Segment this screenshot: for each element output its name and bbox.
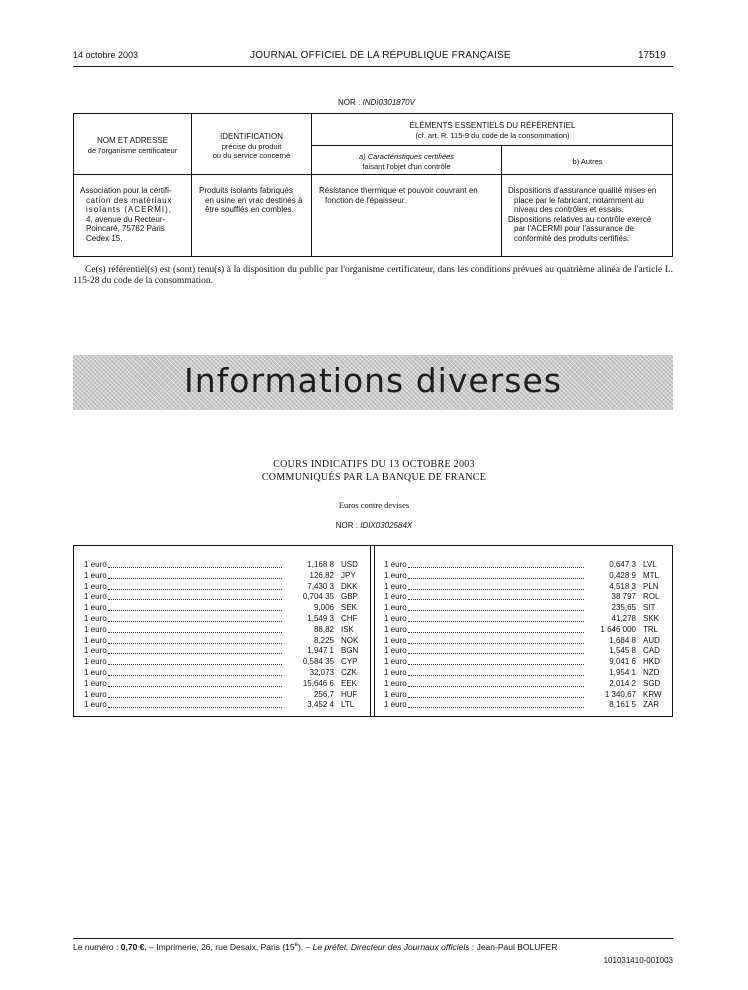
rate-row [84, 636, 364, 647]
currency-code: HKD [643, 657, 660, 667]
currency-code: LTL [341, 700, 355, 710]
text-line: Produits isolants fabriqués [199, 186, 293, 195]
rate-value: 1,684 8 [609, 635, 636, 645]
dot-leader [408, 643, 584, 644]
rate-value: 1,168 8 [307, 560, 334, 569]
currency-code: LVL [643, 560, 657, 569]
currency-code: CHF [341, 613, 358, 623]
dot-leader [108, 643, 282, 644]
dot-leader [108, 610, 282, 611]
currency-code: EEK [341, 678, 358, 688]
rate-label: 1 euro [84, 667, 107, 677]
currency-code: BGN [341, 646, 359, 656]
currency-code: ZAR [643, 700, 659, 710]
page-number: 17519 [638, 50, 666, 61]
rate-label: 1 euro [84, 689, 107, 699]
currency-code: SKK [643, 613, 660, 623]
rate-row [384, 657, 666, 668]
currency-code: CZK [341, 667, 357, 677]
rate-row [84, 625, 364, 636]
cours-title-line1: COURS INDICATIFS DU 13 OCTOBRE 2003 [273, 459, 475, 470]
rate-row [84, 614, 364, 625]
dot-leader [108, 578, 282, 579]
rate-label: 1 euro [384, 646, 407, 656]
rate-value: 0,704 35 [302, 592, 334, 602]
dot-leader [408, 632, 584, 633]
rate-value: 2,014 2 [609, 678, 636, 688]
rate-row [84, 560, 364, 571]
col-header-elements [312, 121, 673, 140]
rate-label: 1 euro [384, 689, 407, 699]
cours-title-line2: COMMUNIQUÉS PAR LA BANQUE DE FRANCE [261, 472, 487, 483]
footer-printer-sup: e [294, 942, 298, 949]
rate-label: 1 euro [84, 592, 107, 602]
footer-name: : Jean-Paul BOLUFER [471, 942, 558, 952]
header-line: (cf. art. R. 115-9 du code de la consommation) [415, 130, 570, 140]
rate-label: 1 euro [384, 581, 407, 591]
dot-leader [108, 697, 282, 698]
rate-value: 88,82 [313, 624, 334, 634]
rate-label: 1 euro [84, 613, 107, 623]
journal-title: JOURNAL OFFICIEL DE LA RÉPUBLIQUE FRANÇAISE [250, 50, 511, 61]
nor-code: IDIX0302584X [360, 521, 413, 530]
table-divider [311, 145, 673, 146]
dot-leader [408, 578, 584, 579]
rate-row [384, 625, 666, 636]
currency-code: HUF [341, 689, 358, 699]
footer-code: 101031410-001003 [603, 956, 673, 965]
rate-value: 126,82 [309, 570, 334, 580]
rate-label: 1 euro [84, 581, 107, 591]
rate-label: 1 euro [384, 603, 407, 613]
currency-code: GBP [341, 592, 358, 602]
rate-value: 32,073 [309, 667, 334, 677]
rate-row [384, 592, 666, 603]
rate-value: 8,161 5 [609, 700, 636, 710]
text-line: Dispositions relatives au contrôle exercé [508, 214, 652, 224]
dot-leader [408, 707, 584, 708]
text-line: par l'ACERMI pour l'assurance de [514, 224, 634, 233]
rate-row [384, 646, 666, 657]
header-line: IDENTIFICATION [220, 132, 283, 141]
rate-value: 0,647 3 [609, 560, 636, 569]
section-banner-title: Informations diverses [184, 361, 562, 400]
rate-label: 1 euro [384, 592, 407, 602]
table-divider [311, 174, 673, 175]
text-line: Cedex 15. [86, 233, 123, 243]
footer-price: 0,70 €. [120, 942, 147, 952]
currency-code: NZD [643, 667, 660, 677]
currency-code: USD [341, 560, 358, 569]
subheader-caracteristiques [312, 152, 501, 171]
nor-code: INDI0301870V [362, 98, 415, 107]
currency-code: CYP [341, 657, 358, 667]
rate-label: 1 euro [384, 635, 407, 645]
col-header-identification [192, 132, 311, 161]
rate-value: 38 797 [611, 592, 636, 602]
rate-value: 235,65 [611, 603, 636, 613]
dot-leader [108, 686, 282, 687]
dot-leader [108, 675, 282, 676]
header-date: 14 octobre 2003 [73, 50, 139, 60]
rate-row [384, 636, 666, 647]
rate-row [84, 603, 364, 614]
dot-leader [108, 707, 282, 708]
rate-label: 1 euro [84, 678, 107, 688]
header-line: NOM ET ADRESSE [97, 136, 168, 145]
nor-reference-top [338, 98, 415, 107]
rate-value: 1,954 1 [609, 667, 636, 677]
text-line: Résistance thermique et pouvoir couvrant en [319, 186, 478, 195]
text-line: niveau des contrôles et essais. [514, 205, 624, 214]
dot-leader [408, 621, 584, 622]
col-header-organisme [74, 136, 191, 155]
currency-code: AUD [643, 635, 660, 645]
header-line: ou du service concerné [212, 151, 291, 160]
dot-leader [408, 610, 584, 611]
cell-caracteristiques [319, 186, 499, 205]
text-line: en usine en vrac destinés à [205, 195, 303, 205]
rate-row [384, 679, 666, 690]
dot-leader [108, 599, 282, 600]
text-line: isolants (ACERMI), [86, 205, 173, 214]
rate-label: 1 euro [84, 624, 107, 634]
rate-row [84, 571, 364, 582]
dot-leader [408, 599, 584, 600]
table-double-divider [370, 546, 375, 716]
dot-leader [108, 664, 282, 665]
text-line: cation des matériaux [86, 195, 172, 205]
rate-value: 9,006 [313, 603, 334, 613]
table-divider [74, 174, 311, 175]
text-line: être soufflés en combles. [205, 205, 294, 214]
rate-label: 1 euro [384, 560, 407, 569]
rate-label: 1 euro [84, 560, 107, 569]
rate-row [384, 700, 666, 711]
dot-leader [408, 653, 584, 654]
dot-leader [108, 567, 282, 568]
rate-value: 0,584 35 [302, 657, 334, 667]
cours-subtitle: Euros contre devises [338, 500, 410, 510]
currency-code: SEK [341, 603, 358, 613]
cell-produit [199, 186, 309, 215]
rate-row [84, 582, 364, 593]
rate-row [384, 571, 666, 582]
currency-code: DKK [341, 581, 358, 591]
nor-label: NOR : [335, 521, 358, 530]
header-line: ÉLÉMENTS ESSENTIELS DU RÉFÉRENTIEL [409, 121, 576, 130]
rate-row [384, 690, 666, 701]
dot-leader [408, 697, 584, 698]
footer-printer: – Imprimerie, 26, rue Desaix, Paris (15 [149, 942, 295, 952]
nor-reference-cours [0, 521, 748, 530]
rate-value: 3,452 4 [307, 700, 334, 710]
rate-row [84, 668, 364, 679]
text-line: Association pour la certifi- [80, 186, 172, 195]
currency-code: PLN [643, 581, 659, 591]
header-rule [73, 66, 673, 67]
dot-leader [408, 686, 584, 687]
rate-value: 7,430 3 [307, 581, 334, 591]
rate-label: 1 euro [384, 667, 407, 677]
header-line: faisant l'objet d'un contrôle [362, 161, 451, 171]
rate-value: 1 646 000 [600, 624, 636, 634]
rate-value: 1,549 3 [307, 613, 334, 623]
header-line: de l'organisme certificateur [87, 145, 178, 155]
cell-autres [508, 186, 670, 243]
rate-row [384, 668, 666, 679]
dot-leader [108, 632, 282, 633]
rate-value: 4,518 3 [609, 581, 636, 591]
text-line: Dispositions d'assurance qualité mises en [508, 186, 657, 195]
currency-code: ISK [341, 624, 354, 634]
dot-leader [408, 675, 584, 676]
certification-table [73, 113, 673, 257]
currency-code: TRL [643, 624, 659, 634]
dot-leader [108, 621, 282, 622]
rate-label: 1 euro [84, 635, 107, 645]
rate-label: 1 euro [384, 700, 407, 710]
rate-row [384, 614, 666, 625]
rate-row [384, 560, 666, 571]
rate-label: 1 euro [384, 657, 407, 667]
rate-label: 1 euro [384, 613, 407, 623]
rate-value: 1,545 8 [609, 646, 636, 656]
rate-value: 0,428 9 [609, 570, 636, 580]
currency-code: KRW [643, 689, 662, 699]
rate-label: 1 euro [384, 678, 407, 688]
rate-row [84, 679, 364, 690]
text-line: Poincaré, 75782 Paris [86, 224, 165, 233]
cell-organisme [80, 186, 187, 243]
rates-column-right [384, 560, 666, 711]
footer-imprint [73, 942, 673, 952]
rate-label: 1 euro [84, 570, 107, 580]
referentiel-paragraph: Ce(s) référentiel(s) est (sont) tenu(s) à la disposition du public par l'organisme certificateur, dans les conditions prévues au quatrième alinéa de l'article L. 115-28 du code de la consommation. [73, 265, 673, 286]
nor-label: NOR : [338, 98, 361, 107]
dot-leader [408, 664, 584, 665]
rate-value: 15,646 6 [302, 678, 334, 688]
currency-code: JPY [341, 570, 356, 580]
currency-code: SGD [643, 678, 661, 688]
rate-value: 8,225 [313, 635, 334, 645]
rate-row [84, 657, 364, 668]
rate-row [84, 646, 364, 657]
footer-prefet: Le préfet, Directeur des Journaux officiels [312, 942, 470, 952]
currency-code: MTL [643, 570, 659, 580]
rate-label: 1 euro [384, 570, 407, 580]
footer-prefix: Le numéro : [73, 942, 119, 952]
rate-row [384, 582, 666, 593]
rate-row [384, 603, 666, 614]
section-banner [73, 355, 673, 410]
dot-leader [408, 589, 584, 590]
rates-column-left [84, 560, 364, 711]
rate-row [84, 690, 364, 701]
currency-code: SIT [643, 603, 656, 613]
rate-label: 1 euro [84, 646, 107, 656]
text-line: fonction de l'épaisseur. [325, 195, 407, 205]
currency-code: NOK [341, 635, 359, 645]
footer-rule [73, 938, 673, 939]
rate-label: 1 euro [84, 657, 107, 667]
rate-label: 1 euro [84, 700, 107, 710]
rate-value: 256,7 [313, 689, 334, 699]
rate-value: 1,947 1 [307, 646, 334, 656]
rate-value: 41,278 [611, 613, 636, 623]
rate-row [84, 592, 364, 603]
header-line: a) Caractéristiques certifiées [358, 152, 455, 161]
rate-value: 1 340,67 [604, 689, 636, 699]
rate-row [84, 700, 364, 711]
dot-leader [408, 567, 584, 568]
text-line: conformité des produits certifiés. [514, 233, 630, 243]
subheader-autres: b) Autres [572, 157, 603, 166]
text-line: 4, avenue du Recteur- [86, 214, 166, 224]
dot-leader [108, 653, 282, 654]
footer-printer-end: ). – [297, 942, 311, 952]
exchange-rates-table [73, 545, 673, 717]
text-line: place par le fabricant, notamment au [514, 195, 644, 205]
header-line: précise du produit [221, 141, 282, 151]
currency-code: ROL [643, 592, 660, 602]
rate-label: 1 euro [84, 603, 107, 613]
rate-value: 9,041 6 [609, 657, 636, 667]
currency-code: CAD [643, 646, 660, 656]
rate-label: 1 euro [384, 624, 407, 634]
dot-leader [108, 589, 282, 590]
